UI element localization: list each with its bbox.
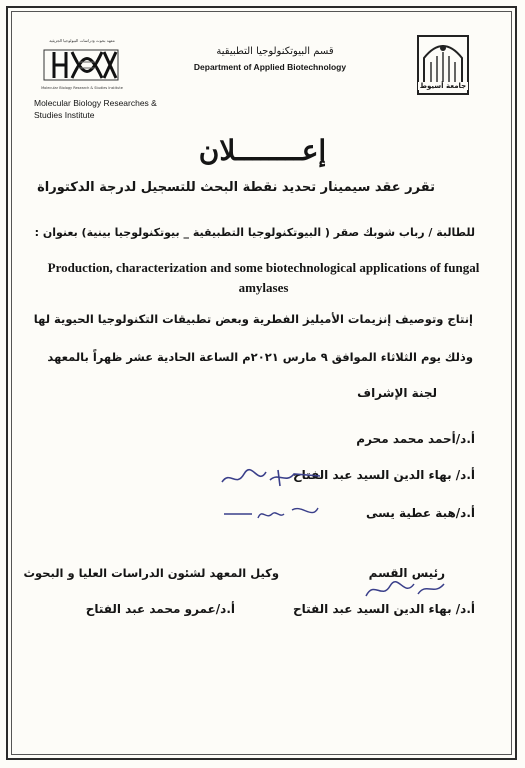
committee-member-1: أ.د/أحمد محمد محرم: [356, 432, 475, 446]
announcement-line-1: تقرر عقد سيمينار تحديد نقطة البحث للتسجيل لدرجة الدكتوراة: [37, 180, 435, 195]
department-name-ar: قسم البيوتكنولوجيا التطبيقية: [216, 46, 334, 57]
head-of-department-name: أ.د/ بهاء الدين السيد عبد الفتاح: [292, 602, 475, 616]
committee-member-3: أ.د/هبة عطية يسى: [366, 506, 475, 520]
university-seal: [412, 30, 474, 100]
dna-logo-icon: [40, 40, 122, 90]
head-of-department-title: رئيس القسم: [368, 566, 445, 580]
vice-dean-name: أ.د/عمرو محمد عبد الفتاح: [85, 602, 235, 616]
signature-head-of-department: [360, 574, 450, 604]
page-inner-border: [11, 11, 512, 755]
announcement-title: إعــــــــلان: [198, 134, 327, 167]
logo-title-ar: معهد بحوث ودراسات البيولوجيا الجزيئية: [49, 38, 115, 43]
signature-member-3: [222, 500, 332, 526]
seal-text: جامعة أسيوط: [419, 82, 467, 90]
institute-name: Molecular Biology Researches & Studies Institute: [34, 98, 157, 120]
department-name-en: Department of Applied Biotechnology: [193, 62, 347, 72]
committee-member-2: أ.د/ بهاء الدين السيد عبد الفتاح: [292, 468, 475, 482]
logo-caption-en: Molecular Biology Research & Studies Institute: [41, 86, 123, 90]
thesis-title-ar: إنتاج وتوصيف إنزيمات الأميليز الفطرية وبعض تطبيقات التكنولوجيا الحيوية لها: [33, 312, 473, 326]
committee-heading: لجنة الإشراف: [357, 386, 437, 400]
thesis-title-en-1: Production, characterization and some biotechnological applications of fungal: [47, 260, 480, 275]
thesis-title-en-2: amylases: [238, 280, 289, 295]
vice-dean-title: وكيل المعهد لشئون الدراسات العليا و البحوث: [23, 566, 279, 580]
institute-logo: [40, 40, 122, 90]
signature-member-2: [218, 462, 328, 492]
student-line: للطالبة / رباب شوبك صقر ( البيوتكنولوجيا التطبيقية _ بيوتكنولوجيا بينية) بعنوان :: [34, 226, 475, 239]
date-line: وذلك يوم الثلاثاء الموافق ٩ مارس ٢٠٢١م الساعة الحادية عشر ظهراً بالمعهد: [47, 350, 473, 364]
